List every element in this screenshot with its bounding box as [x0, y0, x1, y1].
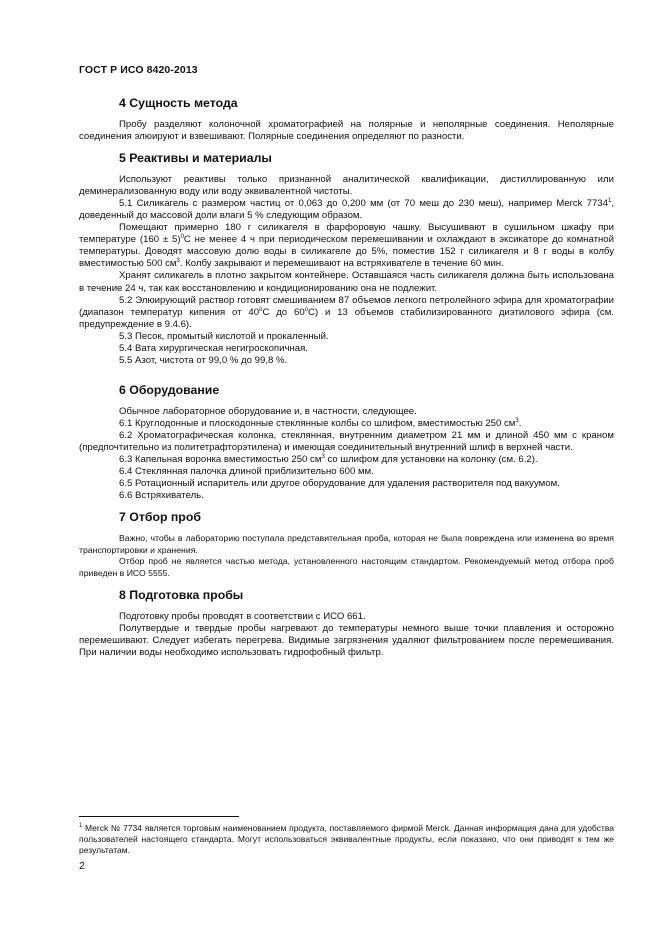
superscript: о [259, 306, 263, 313]
section-8 [79, 588, 614, 659]
paragraph: Хранят силикагель в плотно закрытом контейнере. Оставшаяся часть силикагеля должна быть использована в течение 24 ч, так как восстановлению и кондиционированию она не подлежит. [79, 270, 614, 294]
paragraph-5-4: 5.4 Вата хирургическая негигроскопичная. [119, 342, 308, 354]
document-header: ГОСТ Р ИСО 8420-2013 [79, 64, 198, 76]
paragraph-5-5: 5.5 Азот, чистота от 99,0 % до 99,8 %. [119, 354, 288, 366]
document-body [79, 96, 614, 667]
superscript: 3 [176, 258, 180, 265]
section-heading: 7 Отбор проб [119, 510, 201, 525]
section-7 [79, 510, 614, 579]
paragraph: Подготовку пробы проводят в соответствии с ИСО 661. [119, 610, 366, 622]
paragraph: Обычное лабораторное оборудование и, в частности, следующее. [119, 405, 417, 417]
text-run: , доведенный до массовой доли влаги 5 % следующим образом. [79, 198, 614, 222]
paragraph: Пробу разделяют колоночной хроматографией на полярные и неполярные соединения. Неполярные соединения элюируют и взвешивают. Полярные соединения определяют по разности. [79, 119, 614, 143]
paragraph-6-4: 6.4 Стеклянная палочка длиной приблизительно 600 мм. [119, 466, 374, 478]
paragraph-6-5: 6.5 Ротационный испаритель или другое оборудование для удаления растворителя под вакуумом. [119, 478, 560, 490]
paragraph [79, 222, 614, 270]
section-heading: 4 Сущность метода [119, 96, 238, 110]
superscript: о [304, 306, 309, 313]
section-5 [79, 151, 614, 367]
paragraph-6-1 [79, 418, 614, 430]
paragraph-6-6: 6.6 Встряхиватель. [119, 490, 204, 502]
section-heading: 8 Подготовка пробы [119, 587, 244, 602]
section-4 [79, 96, 614, 143]
paragraph: Важно, чтобы в лабораторию поступала представительная проба, которая не была повреждена или изменена во время транспортировки и хранения. [79, 533, 614, 555]
text-run: со шлифом для установки на колонку (см. 6.2). [324, 454, 538, 466]
paragraph: Используют реактивы только признанной аналитической квалификации, дистиллированную или деминерализованную воду или воду эквивалентной чистоты. [79, 174, 614, 198]
paragraph: Отбор проб не является частью метода, установленного настоящим стандартом. Рекомендуемый метод отбора проб приведен в ИСО 5555. [79, 556, 614, 578]
paragraph-6-3 [79, 454, 614, 466]
superscript: 3 [321, 453, 325, 460]
paragraph-5-1 [79, 198, 614, 222]
footnote-divider [79, 816, 239, 817]
text-run: 5.2 Элюирующий раствор готовят смешиванием 87 объемов легкого петролейного эфира для хроматографии (диапазон температур кипения от 40 [79, 294, 614, 318]
footnote [79, 823, 614, 856]
paragraph-5-3: 5.3 Песок, промытый кислотой и прокаленный. [119, 330, 329, 342]
text-run: 6.1 Круглодонные и плоскодонные стеклянные колбы со шлифом, вместимостью 250 см [119, 417, 516, 429]
footnote-mark: 1 [79, 823, 83, 830]
section-6 [79, 383, 614, 502]
footnote-ref: 1 [607, 198, 612, 204]
paragraph-5-2 [79, 295, 614, 331]
page-number: 2 [79, 860, 85, 872]
footnote-text: Merck № 7734 является торговым наименованием продукта, поставляемого фирмой Merck. Данная информация дана для удобства пользователей настоящего стандарта. Могут использоваться эквивалентные продукты, если показано, что они приводят к тем же результатам. [79, 823, 614, 855]
text-run: С не менее 4 ч при периодическом перемешивании и охлаждают в эксикаторе до комнатной температуры. Доводят массовую долю воды в силикагеле до 5%, поместив 152 г силикагеля и 8 г воды в колбу вместимостью 500 см [79, 234, 614, 270]
text-run: 5.1 Силикагель с размером частиц от 0,063 до 0,200 мм (от 70 меш до 230 меш), например Merck 7734 [119, 198, 608, 210]
superscript: 3 [515, 417, 519, 424]
section-heading: 5 Реактивы и материалы [119, 151, 272, 166]
paragraph: Полутвердые и твердые пробы нагревают до температуры немного выше точки плавления и осторожно перемешивают. Следует избегать перегрева. Видимые загрязнения удаляют фильтрованием после перемешивания. При наличии воды необходимо использовать гидрофобный фильтр. [79, 622, 614, 658]
section-heading: 6 Оборудование [119, 382, 220, 397]
text-run: . [518, 417, 522, 429]
text-run: 6.3 Капельная воронка вместимостью 250 см [119, 454, 322, 466]
text-run: Помещают примерно 180 г силикагеля в фарфоровую чашку. Высушивают в сушильном шкафу при температуре (160 ± 5) [79, 222, 614, 246]
text-run: . Колбу закрывают и перемешивают на встряхивателе в течение 60 мин. [179, 258, 504, 270]
text-run: С до 60 [262, 306, 305, 318]
superscript: 0 [180, 234, 184, 241]
text-run: С) и 13 объемов стабилизированного диэтилового эфира (см. предупреждение в 9.4.6). [79, 306, 614, 330]
paragraph-6-2: 6.2 Хроматографическая колонка, стеклянная, внутренним диаметром 21 мм и длиной 450 мм с краном (предпочтительно из политетрафторэтилена) и имеющая соединительный внутренний шлиф в верхней части. [79, 429, 614, 453]
